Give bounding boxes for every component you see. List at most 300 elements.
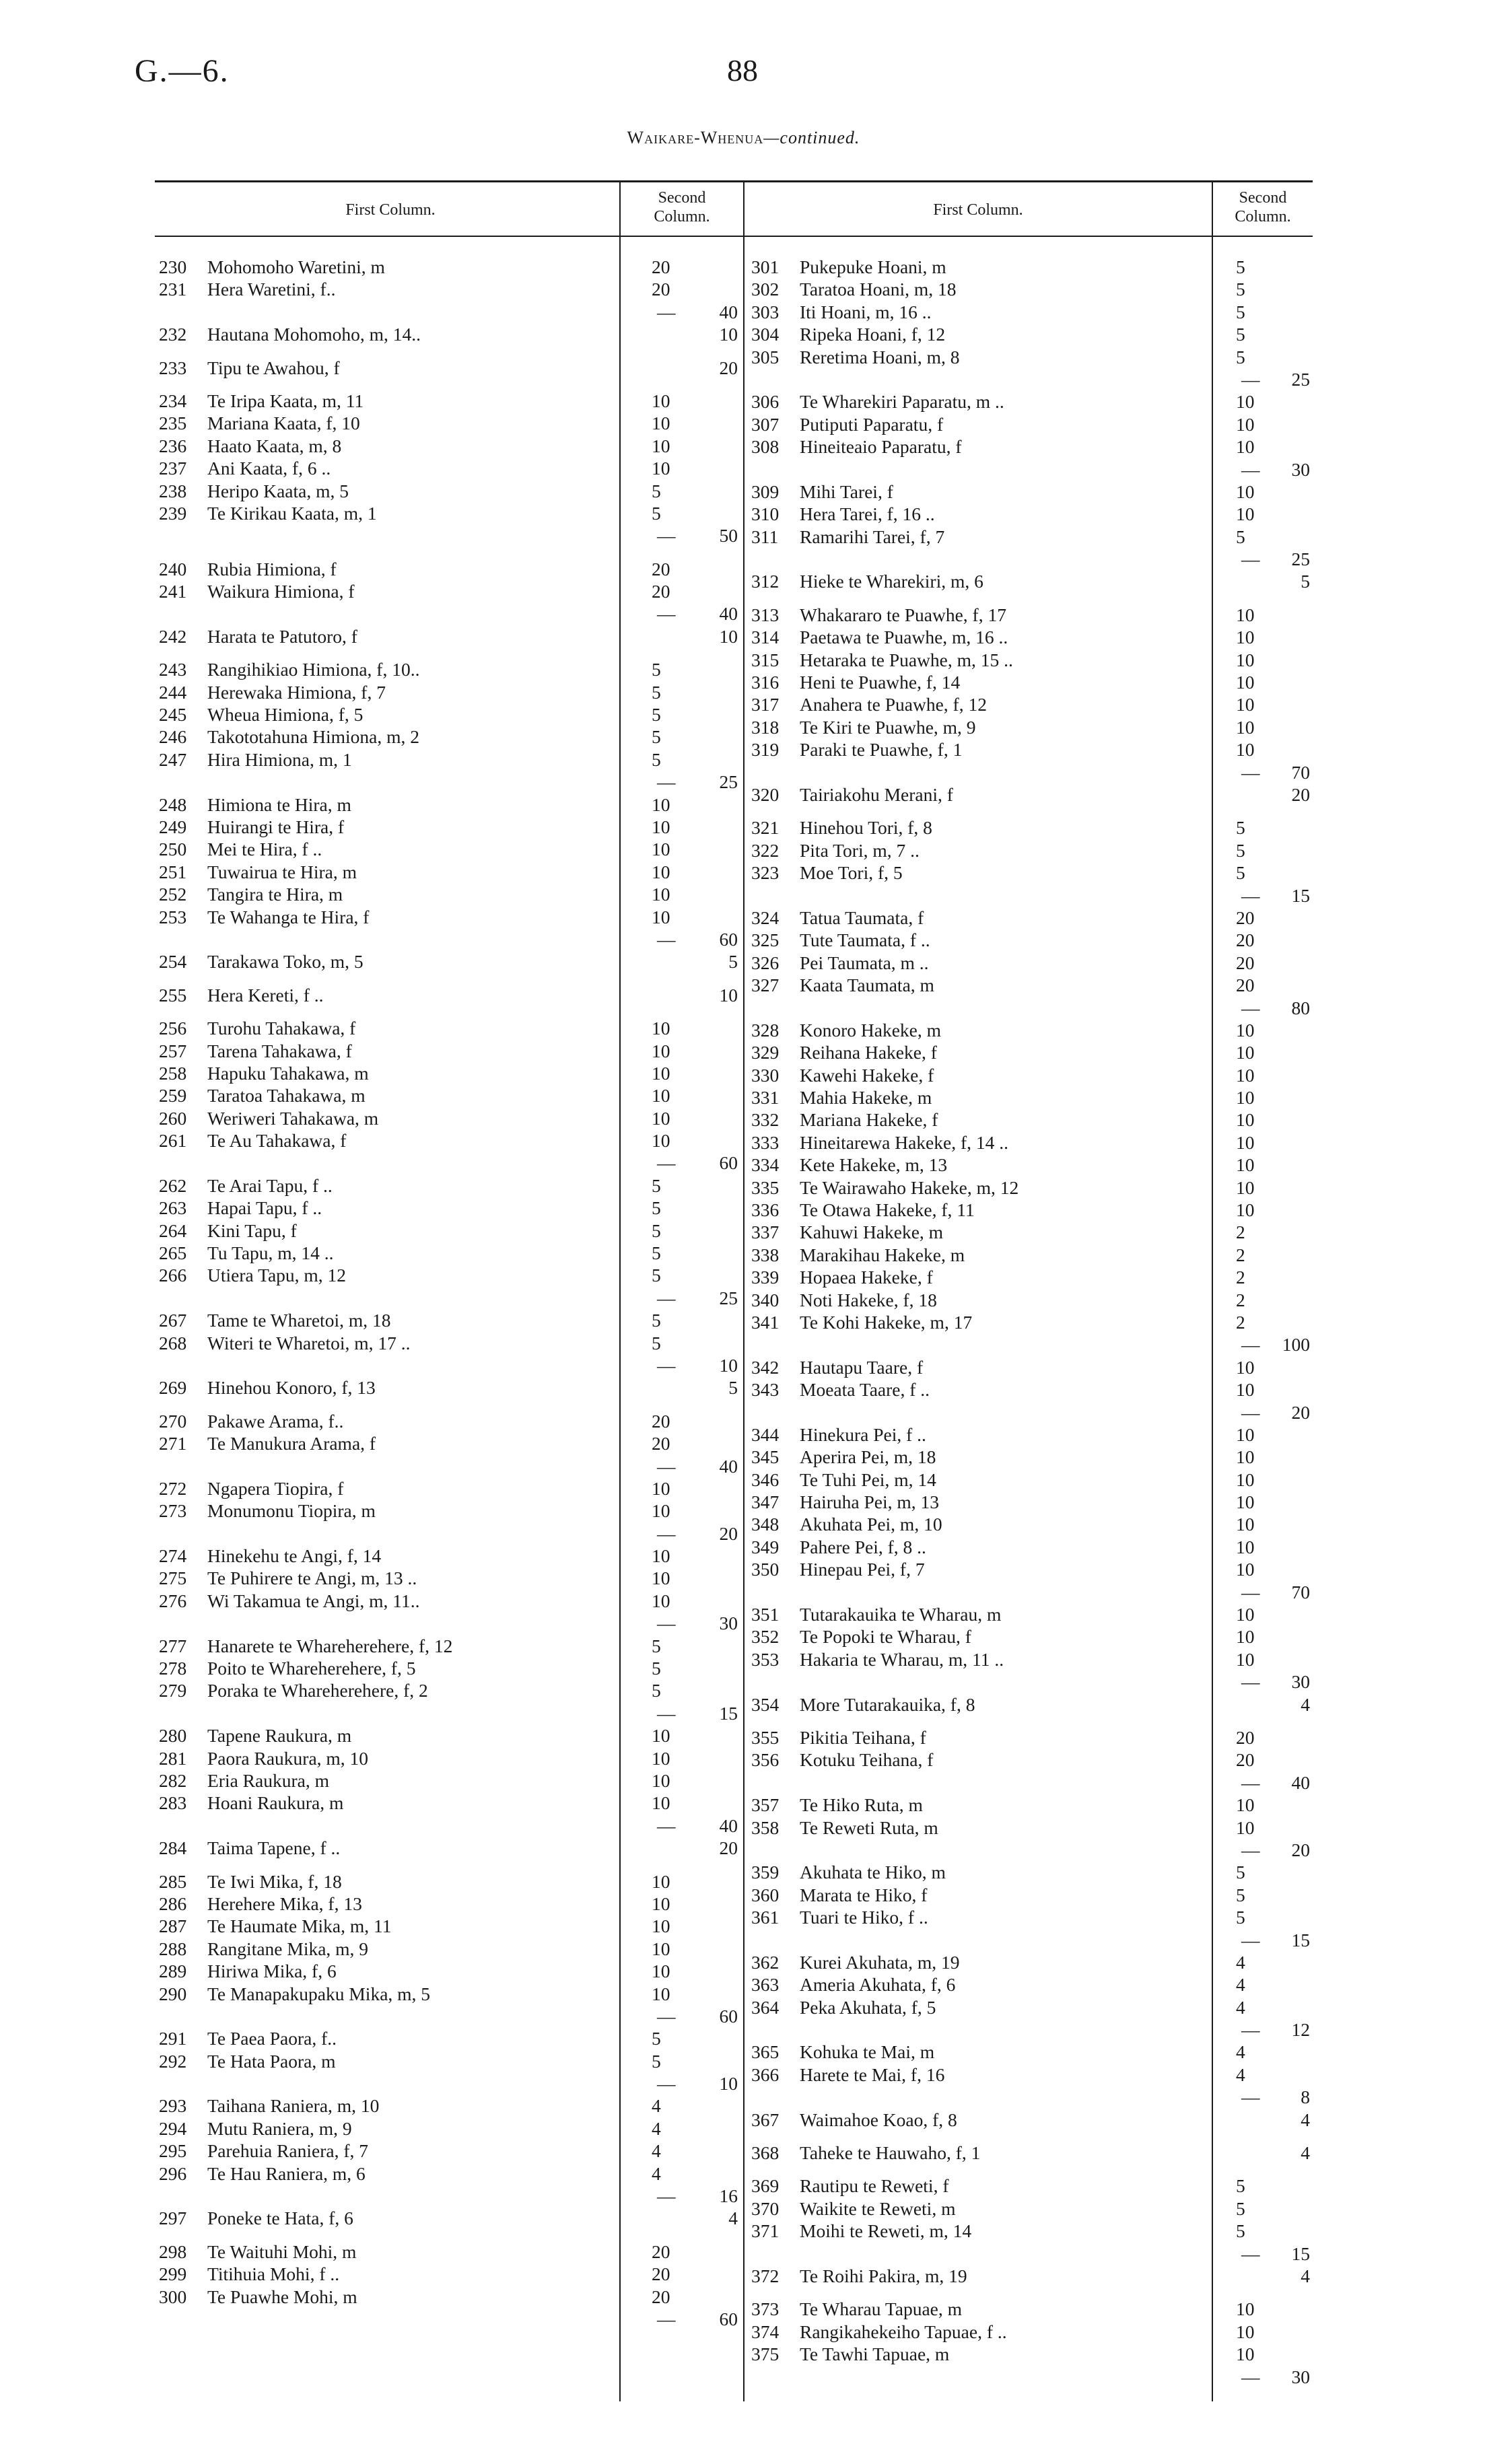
- entry-number: 350: [751, 1559, 780, 1580]
- entry-name: Whakararo te Puawhe, f, 17: [800, 604, 1006, 625]
- entry-number: 304: [751, 324, 780, 345]
- register-entry: [751, 2321, 1310, 2343]
- entry-name: Pukepuke Hoani, m: [800, 256, 946, 277]
- entry-share-first: 10: [652, 1018, 670, 1039]
- register-entry: [159, 1679, 738, 1701]
- entry-number: 313: [751, 604, 780, 625]
- page-title: [0, 128, 1487, 148]
- entry-share-first: 5: [652, 1197, 661, 1219]
- register-entry: [159, 1893, 738, 1915]
- entry-name: Tatua Taumata, f: [800, 907, 924, 928]
- register-entry: [751, 413, 1310, 435]
- entry-number: 287: [159, 1915, 187, 1937]
- entry-name: Rautipu te Reweti, f: [800, 2175, 949, 2197]
- subtotal-dash: —: [657, 771, 676, 793]
- entry-share-first: 20: [1236, 1727, 1255, 1748]
- subtotal-row: [751, 1771, 1310, 1794]
- entry-share-first: 10: [652, 1770, 670, 1791]
- entry-name: Wheua Himiona, f, 5: [207, 704, 364, 726]
- register-entry: [159, 816, 738, 838]
- entry-name: Huirangi te Hira, f: [207, 816, 345, 837]
- entry-name: Paetawa te Puawhe, m, 16 ..: [800, 627, 1008, 648]
- register-entry: [159, 1915, 738, 1937]
- register-entry: [751, 1311, 1310, 1333]
- entry-number: 239: [159, 502, 187, 524]
- register-entry: [159, 457, 738, 479]
- entry-share-first: 5: [1236, 256, 1245, 277]
- subtotal-row: [751, 458, 1310, 481]
- entry-number: 321: [751, 817, 780, 839]
- entry-name: Hinehou Konoro, f, 13: [207, 1377, 376, 1399]
- entry-share-first: 10: [652, 390, 670, 411]
- entry-number: 245: [159, 704, 187, 726]
- entry-number: 295: [159, 2140, 187, 2162]
- entry-number: 230: [159, 256, 187, 277]
- entry-share-first: 4: [1236, 2041, 1245, 2063]
- entry-number: 363: [751, 1974, 780, 1996]
- register-entry: [751, 1648, 1310, 1670]
- register-entry: [159, 1983, 738, 2005]
- entry-name: Taima Tapene, f ..: [207, 1837, 341, 1859]
- entry-name: Peka Akuhata, f, 5: [800, 1996, 936, 2018]
- entry-share-first: 5: [1236, 2175, 1245, 2197]
- entry-share-first: 10: [1236, 1514, 1255, 1535]
- entry-name: Te Hiko Ruta, m: [800, 1794, 923, 1816]
- register-entry: [159, 625, 738, 647]
- entry-share-first: 10: [1236, 694, 1255, 715]
- register-entry: [159, 1724, 738, 1747]
- register-entry: [159, 1870, 738, 1893]
- entry-name: Mariana Hakeke, f: [800, 1109, 938, 1131]
- entry-name: Konoro Hakeke, m: [800, 1019, 942, 1041]
- entry-name: Hinekura Pei, f ..: [800, 1423, 926, 1445]
- register-entry: [751, 2265, 1310, 2287]
- entry-share-first: 10: [652, 794, 670, 815]
- entry-name: Tame te Wharetoi, m, 18: [207, 1310, 391, 1331]
- entry-number: 281: [159, 1747, 187, 1769]
- register-entry: [751, 1794, 1310, 1816]
- entry-number: 302: [751, 279, 780, 300]
- entry-share-second: 12: [1291, 2019, 1310, 2041]
- register-entry: [159, 1040, 738, 1062]
- entry-share-second: 20: [719, 1837, 738, 1859]
- entry-share-second: 70: [1291, 761, 1310, 783]
- entry-number: 277: [159, 1635, 187, 1656]
- subtotal-row: [751, 884, 1310, 907]
- register-entry: [751, 861, 1310, 884]
- entry-number: 365: [751, 2041, 780, 2063]
- register-entry: [751, 503, 1310, 525]
- entry-number: 244: [159, 681, 187, 703]
- entry-number: 256: [159, 1018, 187, 1039]
- entry-share-first: 10: [652, 1545, 670, 1567]
- entry-share-first: 10: [1236, 1109, 1255, 1131]
- subtotal-dash: —: [1241, 2366, 1260, 2387]
- entry-name: Monumonu Tiopira, m: [207, 1500, 376, 1522]
- register-entry: [751, 2175, 1310, 2197]
- subtotal-row: [159, 771, 738, 793]
- subtotal-dash: —: [657, 928, 676, 950]
- entry-number: 323: [751, 862, 780, 884]
- entry-name: Te Waituhi Mohi, m: [207, 2241, 357, 2262]
- entry-name: Titihuia Mohi, f ..: [207, 2263, 340, 2285]
- entry-number: 329: [751, 1042, 780, 1063]
- entry-number: 305: [751, 346, 780, 367]
- entry-number: 328: [751, 1019, 780, 1041]
- entry-name: Witeri te Wharetoi, m, 17 ..: [207, 1332, 411, 1353]
- subtotal-row: [159, 1287, 738, 1309]
- entry-name: Pita Tori, m, 7 ..: [800, 839, 920, 861]
- subtotal-dash: —: [1241, 2243, 1260, 2264]
- register-entry: [159, 950, 738, 973]
- entry-share-first: 2: [1236, 1222, 1245, 1243]
- register-entry: [751, 256, 1310, 278]
- entry-name: Mihi Tarei, f: [800, 481, 893, 502]
- entry-name: Rangitane Mika, m, 9: [207, 1938, 369, 1959]
- entry-number: 263: [159, 1197, 187, 1219]
- entry-name: Te Haumate Mika, m, 11: [207, 1915, 392, 1937]
- entry-name: Harete te Mai, f, 16: [800, 2064, 945, 2085]
- register-entry: [159, 2286, 738, 2308]
- entry-share-second: 20: [1291, 1839, 1310, 1860]
- entry-name: Hinehou Tori, f, 8: [800, 817, 932, 839]
- subtotal-row: [159, 301, 738, 323]
- entry-number: 356: [751, 1749, 780, 1771]
- entry-number: 300: [159, 2286, 187, 2307]
- entry-share-first: 10: [1236, 1817, 1255, 1838]
- entry-number: 278: [159, 1658, 187, 1679]
- entry-name: More Tutarakauika, f, 8: [800, 1693, 975, 1715]
- entry-number: 361: [751, 1907, 780, 1928]
- entry-number: 293: [159, 2095, 187, 2117]
- register-entry: [751, 1108, 1310, 1131]
- entry-name: Hineiteaio Paparatu, f: [800, 436, 962, 458]
- entry-number: 352: [751, 1626, 780, 1648]
- entry-name: Moeata Taare, f ..: [800, 1379, 930, 1401]
- entry-share-second: 80: [1291, 997, 1310, 1018]
- entry-share-first: 10: [652, 906, 670, 927]
- entry-share-first: 5: [652, 480, 661, 501]
- entry-name: Himiona te Hira, m: [207, 794, 351, 815]
- register-entry: [751, 435, 1310, 458]
- entry-number: 242: [159, 625, 187, 647]
- entry-number: 303: [751, 301, 780, 322]
- entry-name: Rubia Himiona, f: [207, 558, 337, 579]
- register-entry: [159, 1792, 738, 1814]
- register-entry: [159, 703, 738, 726]
- entry-share-first: 5: [652, 1220, 661, 1241]
- register-entry: [751, 526, 1310, 548]
- register-entry: [751, 693, 1310, 715]
- right-second-column-header-line2: Column.: [1235, 208, 1291, 225]
- subtotal-dash: —: [657, 301, 676, 322]
- register-entry: [159, 1062, 738, 1084]
- entry-name: Hautapu Taare, f: [800, 1356, 924, 1378]
- entry-share-second: 70: [1291, 1581, 1310, 1603]
- left-second-column-header-line2: Column.: [654, 208, 710, 225]
- entry-share-first: 20: [652, 256, 670, 277]
- entry-share-first: 10: [652, 1568, 670, 1589]
- entry-share-first: 20: [652, 1433, 670, 1454]
- entry-number: 359: [751, 1862, 780, 1883]
- register-entry: [159, 1567, 738, 1589]
- entry-share-first: 10: [1236, 1131, 1255, 1153]
- register-entry: [751, 974, 1310, 996]
- entry-share-first: 10: [1236, 1536, 1255, 1557]
- spacer: [751, 593, 1310, 604]
- entry-name: Wi Takamua te Angi, m, 11..: [207, 1590, 420, 1611]
- entry-share-first: 5: [652, 1332, 661, 1353]
- register-entry: [751, 1536, 1310, 1558]
- entry-number: 288: [159, 1938, 187, 1959]
- entry-name: Te Iripa Kaata, m, 11: [207, 390, 364, 411]
- entry-name: Tutarakauika te Wharau, m: [800, 1604, 1002, 1625]
- register-entry: [751, 323, 1310, 345]
- entry-name: Reretima Hoani, m, 8: [800, 346, 960, 367]
- entry-share-first: 5: [652, 681, 661, 703]
- register-entry: [159, 558, 738, 580]
- entry-share-first: 10: [652, 861, 670, 882]
- entry-share-first: 10: [1236, 1491, 1255, 1513]
- subtotal-row: [159, 602, 738, 625]
- entry-number: 299: [159, 2263, 187, 2285]
- entry-name: Te Wahanga te Hira, f: [207, 906, 370, 927]
- entry-name: Hapai Tapu, f ..: [207, 1197, 322, 1219]
- register-entry: [751, 1086, 1310, 1108]
- entry-name: Mutu Raniera, m, 9: [207, 2117, 352, 2139]
- entry-name: Te Puhirere te Angi, m, 13 ..: [207, 1568, 417, 1589]
- entry-number: 367: [751, 2109, 780, 2130]
- subtotal-dash: —: [1241, 997, 1260, 1018]
- register-entry: [751, 481, 1310, 503]
- register-entry: [159, 1242, 738, 1264]
- entry-share-second: 4: [1301, 2265, 1310, 2286]
- entry-name: Te Tuhi Pei, m, 14: [800, 1469, 936, 1490]
- entry-share-first: 10: [652, 1477, 670, 1499]
- entry-number: 314: [751, 627, 780, 648]
- entry-name: Hetaraka te Puawhe, m, 15 ..: [800, 649, 1013, 670]
- entry-share-first: 5: [652, 1658, 661, 1679]
- entry-number: 372: [751, 2265, 780, 2286]
- entry-name: Mahia Hakeke, m: [800, 1087, 932, 1108]
- subtotal-row: [751, 1581, 1310, 1603]
- entry-number: 274: [159, 1545, 187, 1567]
- register-entry: [751, 1906, 1310, 1928]
- entry-share-first: 10: [1236, 739, 1255, 761]
- entry-share-second: 30: [1291, 1671, 1310, 1693]
- subtotal-dash: —: [657, 2308, 676, 2329]
- register-entry: [159, 681, 738, 703]
- entry-name: Taratoa Hoani, m, 18: [800, 279, 957, 300]
- entry-number: 284: [159, 1837, 187, 1859]
- spacer: [159, 647, 738, 658]
- entry-share-first: 10: [652, 1590, 670, 1611]
- subtotal-dash: —: [1241, 368, 1260, 390]
- register-entry: [751, 1951, 1310, 1973]
- entry-name: Tarakawa Toko, m, 5: [207, 951, 364, 973]
- entry-name: Kawehi Hakeke, f: [800, 1064, 934, 1086]
- entry-name: Te Wharekiri Paparatu, m ..: [800, 391, 1004, 413]
- register-entry: [159, 2263, 738, 2285]
- entry-share-first: 10: [1236, 1423, 1255, 1445]
- entry-name: Te Wairawaho Hakeke, m, 12: [800, 1176, 1019, 1198]
- entry-number: 369: [751, 2175, 780, 2197]
- entry-number: 327: [751, 975, 780, 996]
- entry-share-first: 4: [652, 2095, 661, 2117]
- entry-name: Pahere Pei, f, 8 ..: [800, 1536, 926, 1557]
- register-entry: [159, 278, 738, 300]
- entry-number: 241: [159, 581, 187, 602]
- entry-number: 373: [751, 2298, 780, 2320]
- entry-share-first: 5: [652, 1265, 661, 1286]
- entry-number: 370: [751, 2197, 780, 2219]
- entry-number: 280: [159, 1725, 187, 1747]
- entry-share-second: 30: [719, 1613, 738, 1634]
- register-entry: [159, 1635, 738, 1657]
- entry-name: Heripo Kaata, m, 5: [207, 480, 349, 501]
- entry-share-first: 20: [1236, 1749, 1255, 1771]
- entry-name: Marata te Hiko, f: [800, 1884, 928, 1905]
- spacer: [159, 547, 738, 558]
- entry-share-second: 40: [719, 301, 738, 322]
- subtotal-dash: —: [657, 603, 676, 625]
- entry-share-first: 20: [652, 1410, 670, 1432]
- entry-name: Moihi te Reweti, m, 14: [800, 2220, 972, 2242]
- entry-number: 358: [751, 1817, 780, 1838]
- entry-number: 319: [751, 739, 780, 761]
- entry-share-first: 10: [1236, 672, 1255, 693]
- entry-name: Te Arai Tapu, f ..: [207, 1174, 333, 1196]
- entry-share-first: 10: [1236, 627, 1255, 648]
- register-entry: [159, 726, 738, 748]
- entry-number: 335: [751, 1176, 780, 1198]
- entry-name: Utiera Tapu, m, 12: [207, 1265, 347, 1286]
- entry-share-first: 20: [1236, 907, 1255, 928]
- entry-number: 332: [751, 1109, 780, 1131]
- entry-name: Hoani Raukura, m: [207, 1792, 344, 1814]
- entry-name: Hiriwa Mika, f, 6: [207, 1961, 337, 1982]
- subtotal-row: [751, 1401, 1310, 1423]
- entry-share-second: 5: [1301, 571, 1310, 592]
- entry-share-second: 40: [719, 1815, 738, 1836]
- entry-share-first: 10: [652, 1062, 670, 1084]
- register-entry: [751, 1176, 1310, 1199]
- entry-share-second: 4: [1301, 2109, 1310, 2130]
- subtotal-row: [159, 2005, 738, 2027]
- entry-number: 310: [751, 503, 780, 525]
- register-entry: [159, 2162, 738, 2185]
- entry-share-second: 4: [728, 2208, 738, 2229]
- register-entry: [159, 1837, 738, 1859]
- subtotal-row: [159, 1702, 738, 1724]
- entry-name: Tuwairua te Hira, m: [207, 861, 357, 882]
- subtotal-row: [159, 2185, 738, 2207]
- entry-number: 234: [159, 390, 187, 411]
- left-first-column-header: First Column.: [345, 201, 436, 219]
- entry-number: 315: [751, 649, 780, 670]
- entry-name: Poneke te Hata, f, 6: [207, 2208, 353, 2229]
- page-title-suffix: —continued.: [763, 128, 860, 147]
- entry-name: Paraki te Puawhe, f, 1: [800, 739, 963, 761]
- entry-number: 337: [751, 1222, 780, 1243]
- spacer: [159, 1399, 738, 1410]
- subtotal-dash: —: [1241, 458, 1260, 480]
- entry-share-second: 40: [1291, 1771, 1310, 1793]
- entry-share-second: 10: [719, 625, 738, 647]
- entry-share-second: 5: [728, 951, 738, 973]
- register-entry: [751, 2197, 1310, 2220]
- register-entry: [751, 1817, 1310, 1839]
- register-entry: [159, 435, 738, 457]
- entry-name: Kahuwi Hakeke, m: [800, 1222, 944, 1243]
- entry-name: Ngapera Tiopira, f: [207, 1477, 344, 1499]
- entry-share-second: 60: [719, 2005, 738, 2027]
- entry-number: 262: [159, 1174, 187, 1196]
- entry-share-first: 5: [652, 704, 661, 726]
- register-entry: [751, 1064, 1310, 1086]
- register-entry: [751, 1266, 1310, 1288]
- entry-name: Hopaea Hakeke, f: [800, 1267, 933, 1288]
- register-entry: [751, 1131, 1310, 1154]
- entry-name: Hinekehu te Angi, f, 14: [207, 1545, 382, 1567]
- register-entry: [159, 1432, 738, 1454]
- entry-name: Te Roihi Pakira, m, 19: [800, 2265, 967, 2286]
- entry-number: 341: [751, 1311, 780, 1333]
- entry-number: 259: [159, 1085, 187, 1106]
- entry-share-second: 10: [719, 984, 738, 1006]
- entry-share-second: 25: [1291, 549, 1310, 570]
- entry-share-first: 2: [1236, 1244, 1245, 1265]
- spacer: [159, 379, 738, 390]
- entry-number: 294: [159, 2117, 187, 2139]
- subtotal-dash: —: [657, 1613, 676, 1634]
- register-entry: [751, 1019, 1310, 1041]
- entry-name: Hinepau Pei, f, 7: [800, 1559, 925, 1580]
- subtotal-dash: —: [657, 2185, 676, 2207]
- register-entry: [159, 580, 738, 602]
- entry-name: Noti Hakeke, f, 18: [800, 1289, 937, 1310]
- entry-name: Reihana Hakeke, f: [800, 1042, 937, 1063]
- register-entry: [159, 480, 738, 502]
- spacer: [751, 2287, 1310, 2298]
- entry-name: Tipu te Awahou, f: [207, 357, 340, 378]
- entry-number: 255: [159, 984, 187, 1006]
- entry-name: Hieke te Wharekiri, m, 6: [800, 571, 983, 592]
- entry-share-second: 30: [1291, 458, 1310, 480]
- register-entry: [751, 2220, 1310, 2242]
- entry-share-second: 15: [1291, 884, 1310, 906]
- register-entry: [751, 570, 1310, 592]
- subtotal-row: [751, 1670, 1310, 1693]
- register-entry: [751, 2142, 1310, 2164]
- entry-share-second: 25: [719, 1287, 738, 1308]
- entry-share-first: 10: [1236, 1648, 1255, 1670]
- subtotal-dash: —: [1241, 1929, 1260, 1950]
- register-entry: [159, 1332, 738, 1354]
- entry-name: Poraka te Whareherehere, f, 2: [207, 1680, 428, 1701]
- entry-share-first: 10: [652, 1107, 670, 1129]
- entry-name: Te Hau Raniera, m, 6: [207, 2162, 366, 2184]
- subtotal-row: [159, 1455, 738, 1477]
- entry-share-second: 20: [1291, 1401, 1310, 1423]
- entry-share-second: 25: [1291, 368, 1310, 390]
- entry-share-first: 10: [1236, 1604, 1255, 1625]
- entry-number: 283: [159, 1792, 187, 1814]
- entry-number: 249: [159, 816, 187, 837]
- entry-share-first: 4: [1236, 1951, 1245, 1973]
- entry-name: Taheke te Hauwaho, f, 1: [800, 2142, 981, 2164]
- entry-number: 330: [751, 1064, 780, 1086]
